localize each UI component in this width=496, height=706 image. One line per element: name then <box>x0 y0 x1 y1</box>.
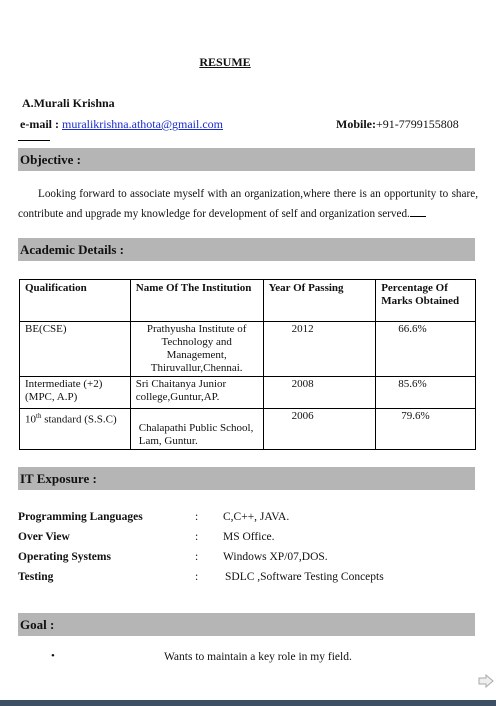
mobile-label: Mobile: <box>336 117 376 131</box>
cell-qualification: Intermediate (+2) (MPC, A.P) <box>20 377 131 409</box>
table-row <box>20 409 476 450</box>
mobile-number: +91-7799155808 <box>376 117 459 131</box>
objective-text <box>18 184 478 224</box>
qual-superscript: th <box>36 412 42 420</box>
resume-title: RESUME <box>199 55 251 69</box>
goal-bullet: • <box>51 650 55 662</box>
arrow-right-icon[interactable] <box>478 674 494 688</box>
cell-institution: Chalapathi Public School, Lam, Guntur. <box>130 409 263 450</box>
objective-underline <box>410 206 426 217</box>
it-label: Operating Systems <box>18 551 111 563</box>
cell-percentage: 66.6% <box>376 322 476 377</box>
it-exposure-heading: IT Exposure : <box>18 467 475 490</box>
table-header-row <box>20 280 476 322</box>
it-value: Windows XP/07,DOS. <box>223 551 328 563</box>
it-value: MS Office. <box>223 531 275 543</box>
candidate-name: A.Murali Krishna <box>22 96 115 110</box>
it-label: Programming Languages <box>18 511 143 523</box>
email-row <box>20 117 223 132</box>
cell-qualification <box>20 409 131 450</box>
it-colon: : <box>195 511 199 523</box>
table-row <box>20 322 476 377</box>
divider-line <box>18 140 50 141</box>
bottom-bar <box>0 700 496 706</box>
cell-year: 2006 <box>263 409 376 450</box>
cell-percentage: 79.6% <box>376 409 476 450</box>
mobile-row <box>336 117 459 132</box>
cell-year: 2008 <box>263 377 376 409</box>
qual-number: 10 <box>25 413 36 426</box>
it-colon: : <box>195 531 199 543</box>
cell-year: 2012 <box>263 322 376 377</box>
header-institution: Name Of The Institution <box>130 280 263 322</box>
academic-table <box>19 279 476 450</box>
it-colon: : <box>195 571 199 583</box>
it-label: Over View <box>18 531 70 543</box>
table-row <box>20 377 476 409</box>
header-year: Year Of Passing <box>263 280 376 322</box>
it-colon: : <box>195 551 199 563</box>
cell-institution: Sri Chaitanya Junior college,Guntur,AP. <box>130 377 263 409</box>
header-percentage: Percentage Of Marks Obtained <box>376 280 476 322</box>
email-label: e-mail : <box>20 117 59 131</box>
objective-body: Looking forward to associate myself with an organization,where there is an opportunity to share, contribute and upgrade my knowledge for development of self and organization served. <box>18 188 478 220</box>
goal-text: Wants to maintain a key role in my field. <box>164 651 352 663</box>
academic-heading: Academic Details : <box>18 238 475 261</box>
it-label: Testing <box>18 571 54 583</box>
objective-heading: Objective : <box>18 148 475 171</box>
goal-heading: Goal : <box>18 613 475 636</box>
qual-rest: standard (S.S.C) <box>41 413 117 426</box>
cell-percentage: 85.6% <box>376 377 476 409</box>
header-qualification: Qualification <box>20 280 131 322</box>
cell-qualification: BE(CSE) <box>20 322 131 377</box>
cell-institution: Prathyusha Institute of Technology and Management, Thiruvallur,Chennai. <box>130 322 263 377</box>
email-link[interactable]: muralikrishna.athota@gmail.com <box>61 117 223 131</box>
it-value: C,C++, JAVA. <box>223 511 290 523</box>
it-value: SDLC ,Software Testing Concepts <box>225 571 384 583</box>
